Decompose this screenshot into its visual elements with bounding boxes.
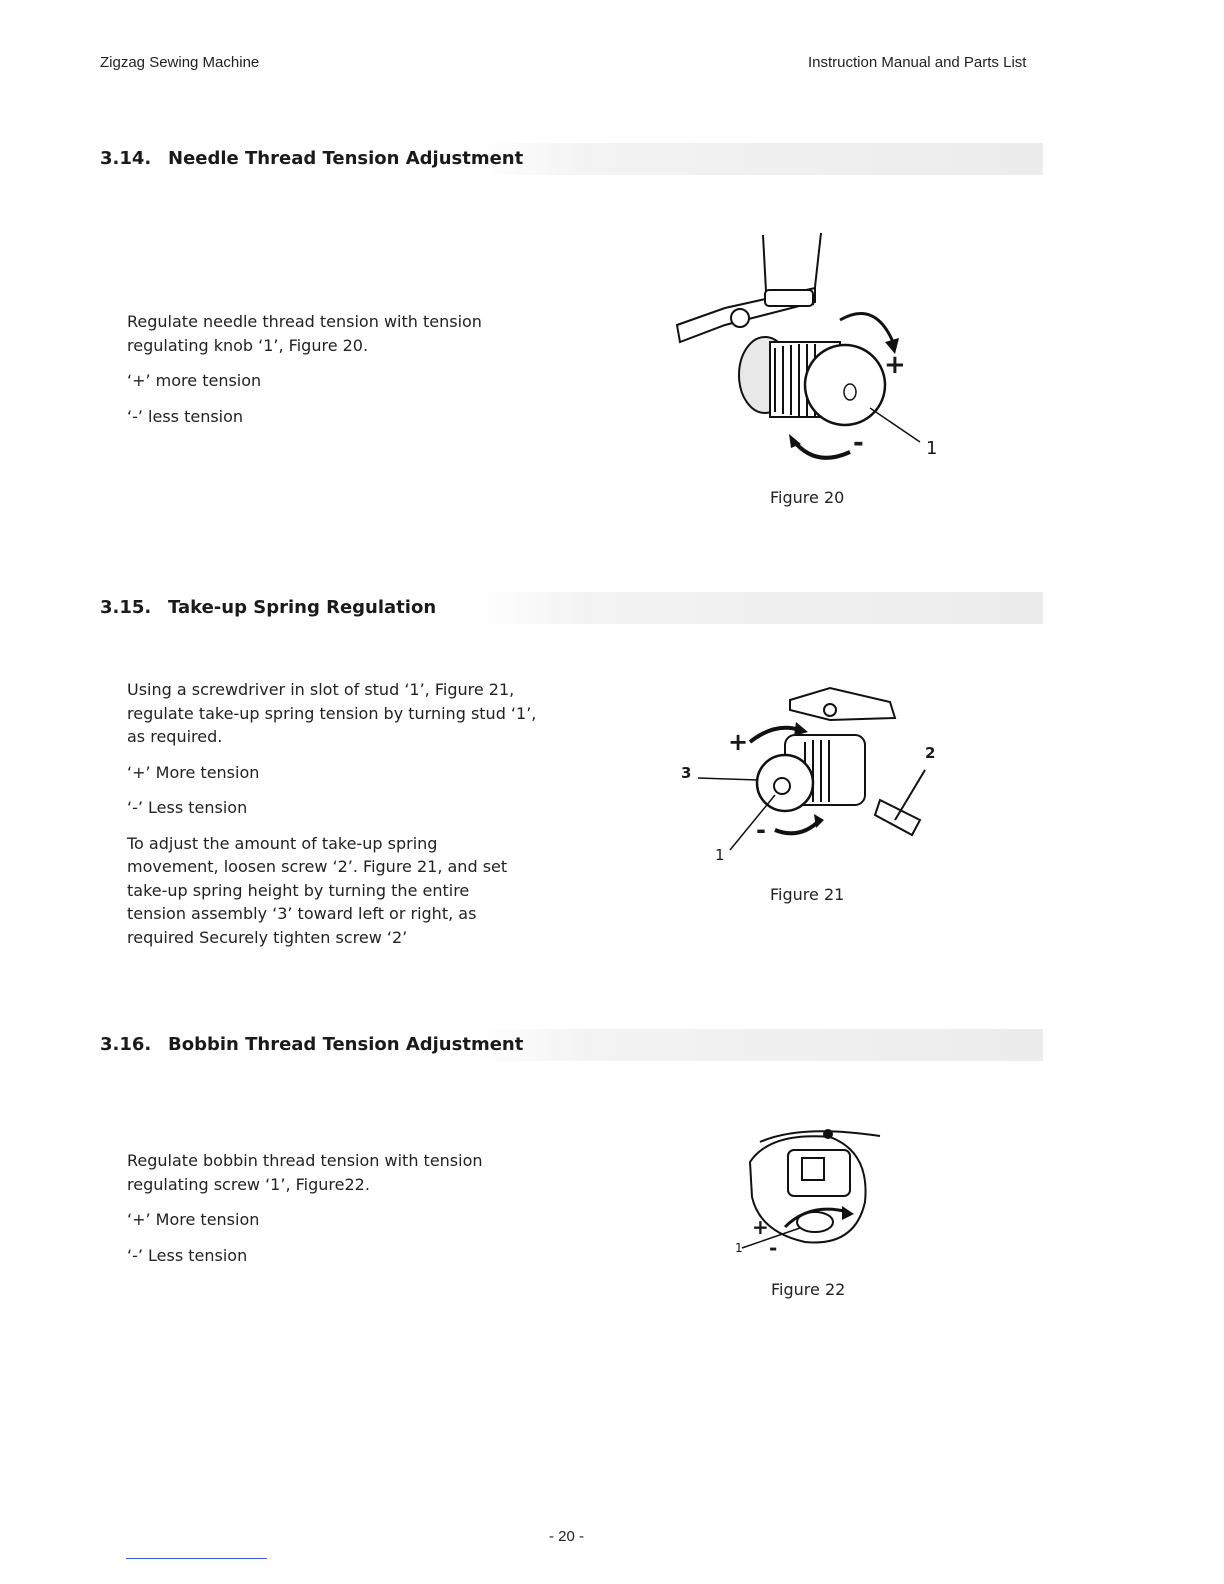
minus-label: -: [769, 1236, 778, 1260]
section-title: Needle Thread Tension Adjustment: [168, 148, 524, 169]
paragraph: ‘-’ Less tension: [127, 1245, 248, 1265]
section-number: 3.16.: [100, 1034, 152, 1055]
part-label-1: 1: [926, 438, 938, 459]
paragraph: ‘+’ more tension: [127, 371, 262, 390]
paragraph: Using a screwdriver in slot of stud ‘1’, Figure 21, regulate take-up spring tension by turning stud ‘1’, as required.: [127, 680, 537, 746]
section-title: Take-up Spring Regulation: [168, 597, 437, 618]
figure-22-illustration: [730, 1122, 890, 1262]
paragraph: ‘+’ More tension: [127, 1210, 260, 1229]
section-body-3-14: [127, 310, 527, 428]
minus-label: -: [853, 428, 864, 458]
section-heading-3-16: [98, 1029, 1043, 1061]
part-label-1: 1: [735, 1241, 743, 1255]
part-label-2: 2: [925, 744, 936, 762]
paragraph: ‘-’ Less tension: [127, 798, 248, 817]
figure-21-illustration: [690, 680, 940, 860]
header-right: Instruction Manual and Parts List: [808, 54, 1027, 71]
section-heading-3-14: [98, 143, 1043, 175]
plus-label: +: [884, 350, 906, 380]
paragraph: ‘-’ less tension: [127, 406, 244, 426]
figure-caption: Figure 22: [771, 1280, 846, 1299]
part-label-1: 1: [715, 846, 725, 864]
paragraph: ‘+’ More tension: [127, 762, 260, 782]
section-number: 3.15.: [100, 597, 152, 618]
plus-label: +: [728, 728, 749, 756]
figure-caption: Figure 20: [770, 488, 845, 507]
section-body-3-15: [127, 678, 557, 949]
section-number: 3.14.: [100, 148, 152, 169]
plus-label: +: [752, 1215, 769, 1239]
section-heading-3-15: [98, 592, 1043, 624]
part-label-3: 3: [681, 764, 692, 782]
footnote-divider: [126, 1558, 267, 1559]
page-number: - 20 -: [549, 1528, 585, 1545]
figure-caption: Figure 21: [770, 885, 845, 904]
header-left: Zigzag Sewing Machine: [100, 54, 260, 71]
section-title: Bobbin Thread Tension Adjustment: [168, 1034, 524, 1055]
paragraph: Regulate bobbin thread tension with tension regulating screw ‘1’, Figure22.: [127, 1151, 483, 1194]
section-body-3-16: [127, 1149, 527, 1267]
paragraph: To adjust the amount of take-up spring movement, loosen screw ‘2’. Figure 21, and set take-up spring height by turning the entire tension assembly ‘3’ toward left or right, as required Securely tighten screw ‘2’: [127, 833, 508, 947]
minus-label: -: [756, 816, 766, 844]
figure-20-illustration: [665, 230, 955, 475]
paragraph: Regulate needle thread tension with tension regulating knob ‘1’, Figure 20.: [127, 312, 482, 355]
